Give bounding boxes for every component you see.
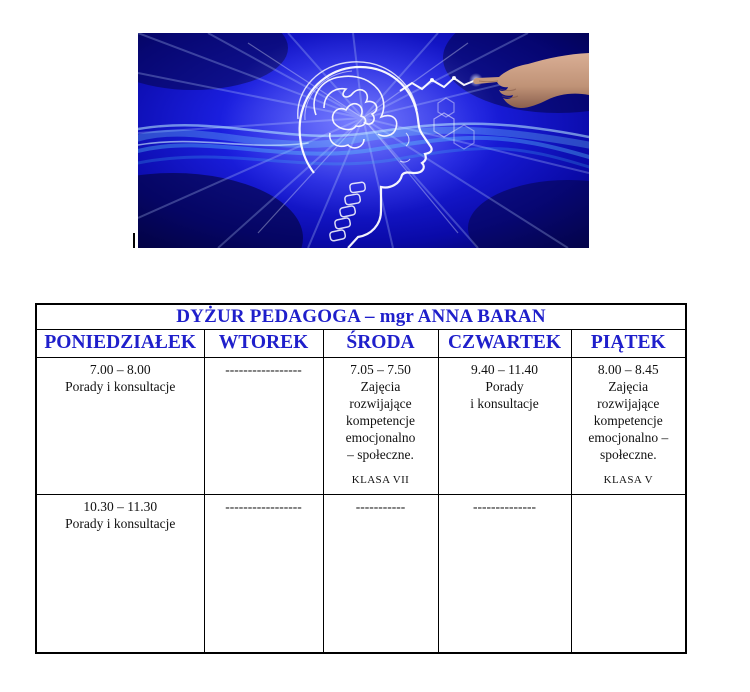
table-cell [571, 495, 686, 653]
cell-text-line: Porady i konsultacje [65, 516, 176, 531]
table-cell [204, 358, 323, 495]
cell-text-line: Porady [485, 379, 524, 394]
text-cursor [133, 233, 135, 248]
cell-text-line: – społeczne. [347, 447, 414, 462]
table-row [36, 495, 686, 653]
cell-text-line: i konsultacje [470, 396, 539, 411]
col-header-wtorek: WTOREK [204, 330, 323, 358]
brain-hand-image [138, 33, 589, 248]
cell-text-line: 9.40 – 11.40 [471, 362, 538, 377]
cell-text-line: rozwijające [597, 396, 660, 411]
table-row [36, 358, 686, 495]
cell-text-line: 8.00 – 8.45 [597, 362, 659, 377]
table-cell [36, 358, 204, 495]
cell-text-line: 10.30 – 11.30 [83, 499, 158, 514]
col-header-czwartek: CZWARTEK [438, 330, 571, 358]
cell-text-line: kompetencje [346, 413, 415, 428]
cell-text-line: ----------- [355, 499, 406, 514]
table-cell [36, 495, 204, 653]
table-cell [323, 358, 438, 495]
cell-text-line: Zajęcia [360, 379, 401, 394]
cell-text-line: -------------- [473, 499, 536, 514]
brain-hand-illustration [138, 33, 589, 248]
table-header-row [36, 330, 686, 358]
table-cell [571, 358, 686, 495]
cell-text-line: emocjonalno [345, 430, 416, 445]
class-label: KLASA V [603, 474, 653, 486]
cell-text-line: 7.00 – 8.00 [89, 362, 151, 377]
cell-text-line: Zajęcia [608, 379, 649, 394]
cell-text-line: rozwijające [349, 396, 412, 411]
col-header-poniedzialek: PONIEDZIAŁEK [36, 330, 204, 358]
cell-text-line: kompetencje [593, 413, 663, 428]
cell-text-line: ----------------- [225, 499, 302, 514]
duty-schedule-table [35, 303, 687, 654]
cell-text-line: 7.05 – 7.50 [350, 362, 411, 377]
table-cell [204, 495, 323, 653]
col-header-piatek: PIĄTEK [571, 330, 686, 358]
table-title-row [36, 304, 686, 330]
class-label: KLASA VII [351, 474, 410, 486]
table-cell [438, 495, 571, 653]
table-cell [438, 358, 571, 495]
cell-text-line: społeczne. [599, 447, 657, 462]
cell-text-line: ----------------- [225, 362, 302, 377]
table-cell [323, 495, 438, 653]
col-header-sroda: ŚRODA [323, 330, 438, 358]
table-title: DYŻUR PEDAGOGA – mgr ANNA BARAN [36, 304, 686, 330]
cell-text-line: Porady i konsultacje [65, 379, 176, 394]
cell-text-line: emocjonalno – [588, 430, 669, 445]
